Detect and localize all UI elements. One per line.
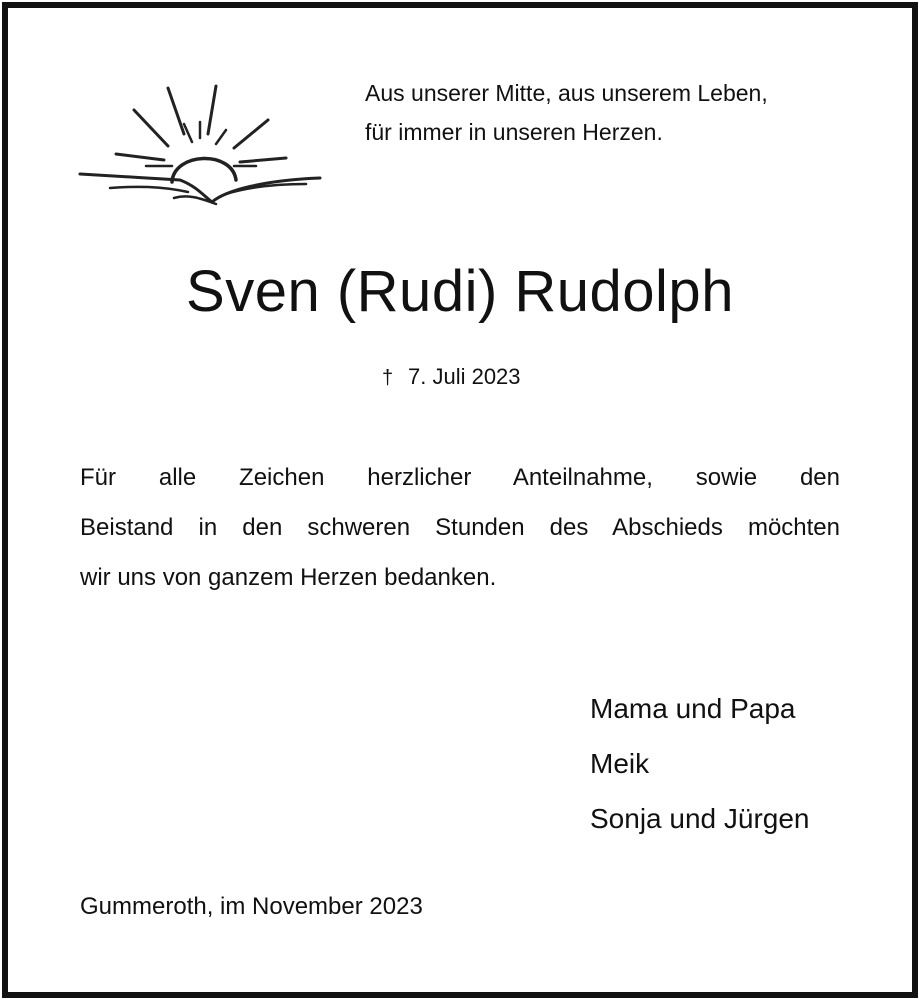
intro-line: Aus unserer Mitte, aus unserem Leben, — [365, 80, 768, 106]
sun-ray — [168, 88, 184, 134]
sun-ray — [234, 120, 268, 148]
signer: Meik — [590, 748, 650, 779]
sunset-icon — [76, 82, 326, 208]
intro-verse — [365, 74, 865, 152]
thanks-line: Für alle Zeichen herzlicher Anteilnahme, sowie den — [80, 464, 840, 491]
death-date: 7. Juli 2023 — [408, 364, 521, 389]
thanks-line: wir uns von ganzem Herzen bedanken. — [80, 564, 497, 591]
sun-ray — [134, 110, 168, 146]
place-and-date: Gummeroth, im November 2023 — [80, 893, 423, 920]
signer: Mama und Papa — [590, 693, 796, 724]
cross-icon: † — [382, 367, 394, 389]
thanks-paragraph — [80, 453, 840, 603]
intro-line: für immer in unseren Herzen. — [365, 119, 663, 145]
deceased-name: Sven (Rudi) Rudolph — [186, 259, 734, 324]
thanks-line: Beistand in den schweren Stunden des Abschieds möchten — [80, 514, 840, 541]
sun-ray — [240, 158, 286, 162]
death-date-row — [382, 361, 521, 394]
signers-list — [590, 681, 810, 846]
wave-line — [110, 187, 188, 192]
sun-arc — [172, 158, 236, 182]
sun-ray — [208, 86, 216, 134]
sun-ray — [116, 154, 164, 160]
sun-ray — [216, 130, 226, 144]
signer: Sonja und Jürgen — [590, 803, 810, 834]
